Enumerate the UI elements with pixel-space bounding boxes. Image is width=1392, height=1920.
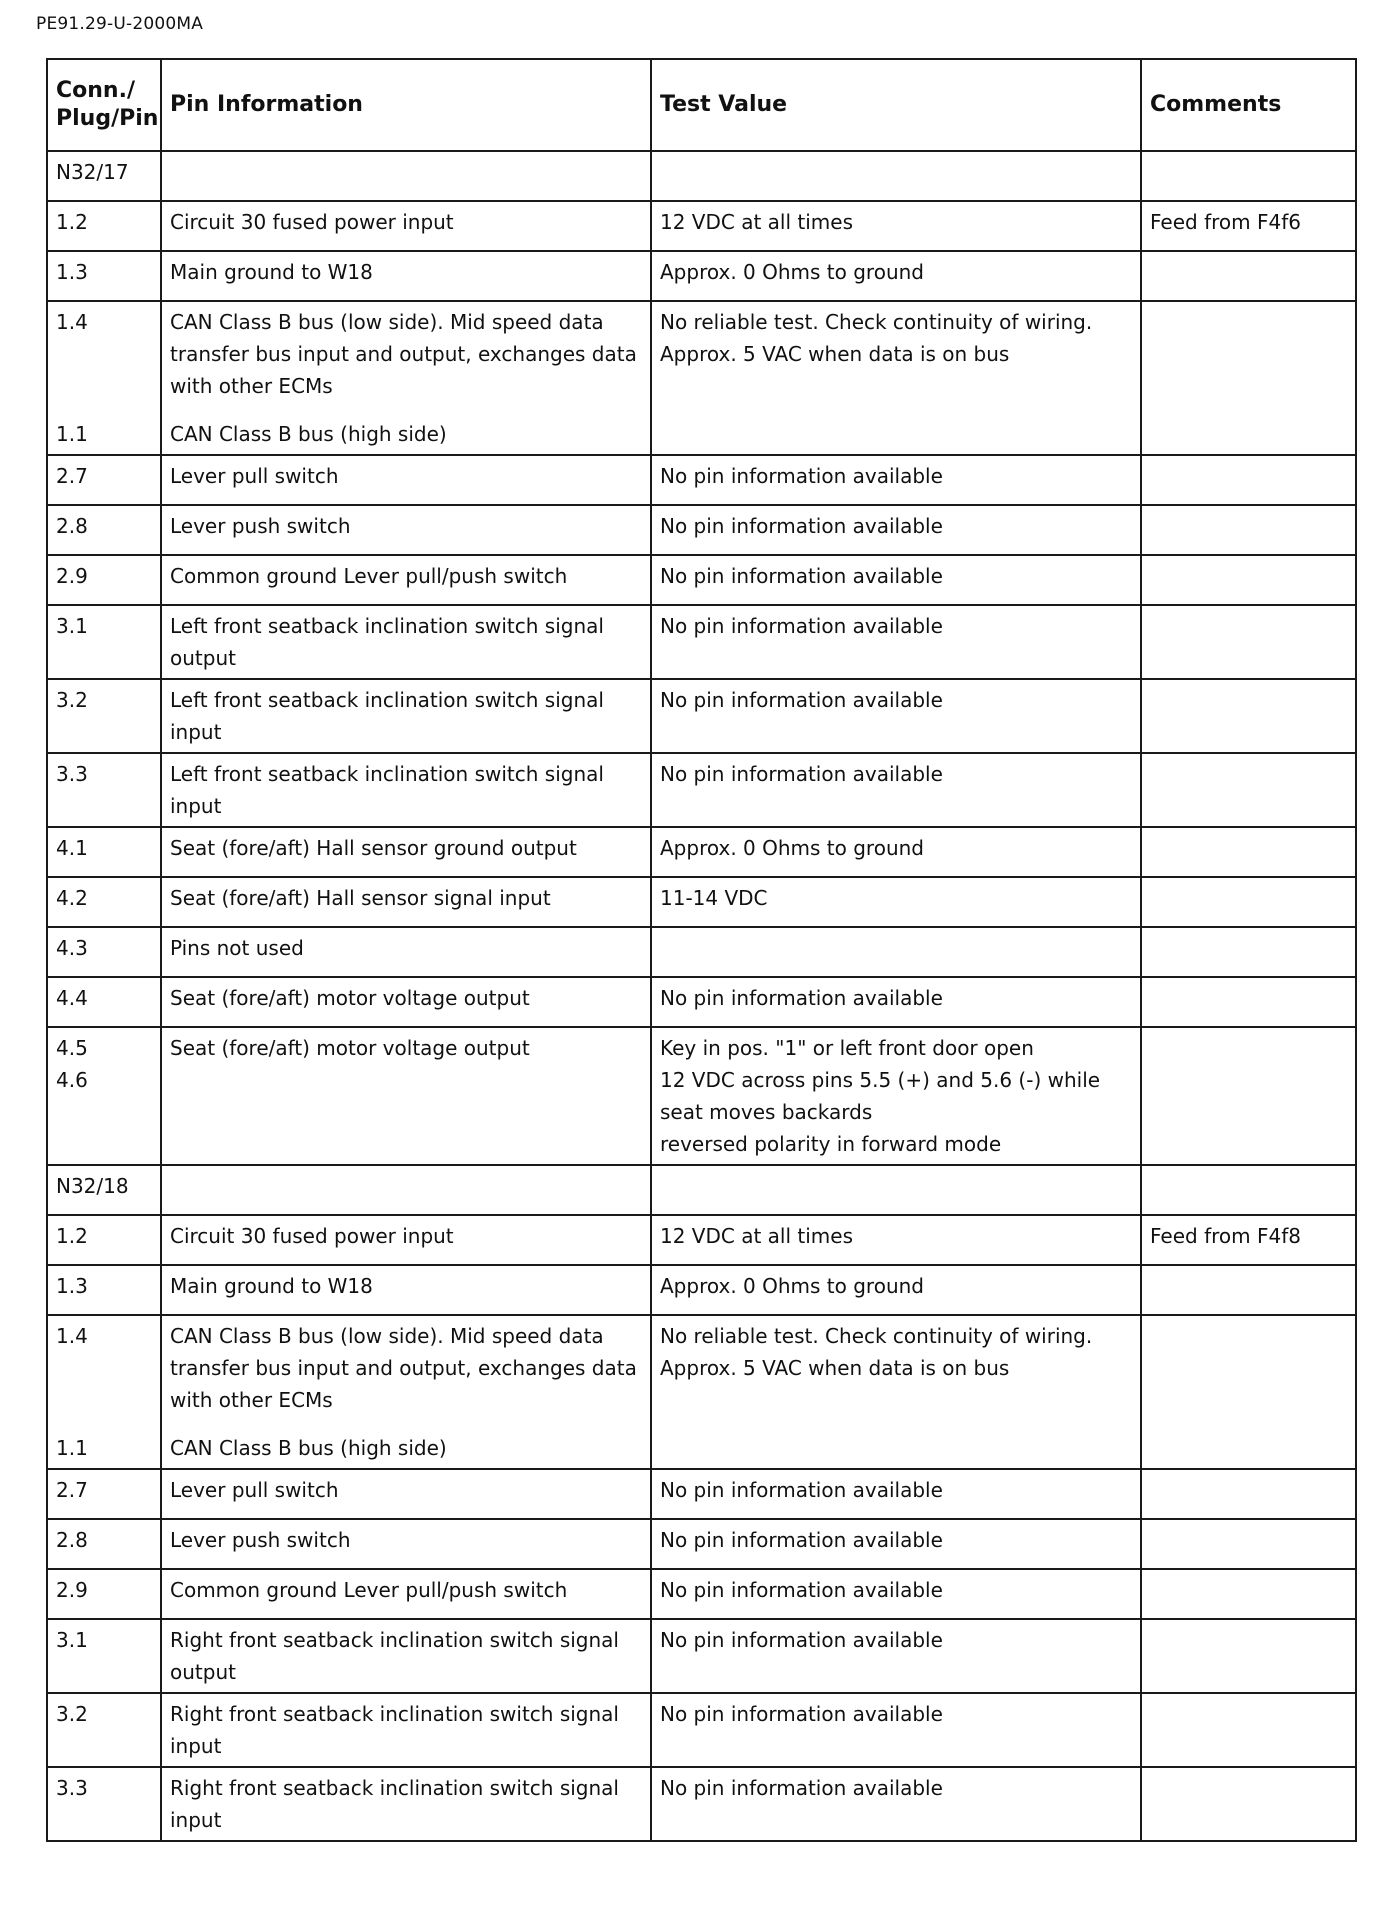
test-value-cell <box>651 1519 1141 1569</box>
pin-cell <box>47 679 161 753</box>
pin-cell <box>47 1315 161 1469</box>
pin-info-cell-line: transfer bus input and output, exchanges data <box>170 342 637 366</box>
pin-info-cell-line: Left front seatback inclination switch signal <box>170 762 604 786</box>
pin-info-cell <box>161 827 651 877</box>
pin-cell <box>47 1619 161 1693</box>
pin-info-cell <box>161 301 651 455</box>
pin-cell <box>47 301 161 455</box>
pin-info-cell <box>161 1215 651 1265</box>
pin-cell-line <box>56 338 152 370</box>
pin-info-cell-line: Lever push switch <box>170 514 351 538</box>
pin-info-cell <box>161 555 651 605</box>
pin-cell <box>47 1265 161 1315</box>
pin-info-cell-line: Seat (fore/aft) motor voltage output <box>170 1036 530 1060</box>
pin-info-cell-line: Circuit 30 fused power input <box>170 210 454 234</box>
table-row <box>47 1165 1356 1215</box>
pin-info-cell <box>161 1469 651 1519</box>
pin-info-cell-line: CAN Class B bus (low side). Mid speed data <box>170 1324 604 1348</box>
pin-cell-line: 4.3 <box>56 936 88 960</box>
pin-cell-line <box>56 1384 152 1416</box>
pin-info-cell-line: Seat (fore/aft) motor voltage output <box>170 986 530 1010</box>
test-value-cell <box>651 1165 1141 1215</box>
comment-cell <box>1141 1519 1356 1569</box>
table-row <box>47 251 1356 301</box>
table-row <box>47 1693 1356 1767</box>
pin-cell-line: 1.1 <box>56 422 88 446</box>
pin-info-cell <box>161 1265 651 1315</box>
test-value-cell-line: No pin information available <box>660 1578 943 1602</box>
document-code: PE91.29-U-2000MA <box>36 14 204 34</box>
table-row <box>47 1315 1356 1469</box>
pin-cell <box>47 605 161 679</box>
test-value-cell-line: No pin information available <box>660 762 943 786</box>
pin-info-cell <box>161 1619 651 1693</box>
table-row <box>47 505 1356 555</box>
comment-cell <box>1141 1469 1356 1519</box>
pin-info-cell-line: CAN Class B bus (high side) <box>170 422 447 446</box>
comment-cell <box>1141 505 1356 555</box>
header-conn-plug-pin <box>47 59 161 151</box>
comment-cell <box>1141 555 1356 605</box>
test-value-cell <box>651 1767 1141 1841</box>
comment-cell <box>1141 977 1356 1027</box>
pin-info-cell-line: Right front seatback inclination switch signal <box>170 1776 619 1800</box>
pin-info-cell-line: Main ground to W18 <box>170 1274 373 1298</box>
comment-cell <box>1141 1165 1356 1215</box>
comment-cell <box>1141 1767 1356 1841</box>
header-conn-line-1: Conn./ <box>56 78 135 103</box>
test-value-cell-line: No pin information available <box>660 1776 943 1800</box>
pin-info-cell-line: CAN Class B bus (low side). Mid speed data <box>170 310 604 334</box>
comment-cell <box>1141 753 1356 827</box>
pin-info-cell-line: input <box>170 1808 222 1832</box>
test-value-cell <box>651 1693 1141 1767</box>
pin-info-cell-line: Left front seatback inclination switch signal <box>170 688 604 712</box>
pin-cell-line: 3.3 <box>56 762 88 786</box>
pin-info-cell <box>161 505 651 555</box>
comment-cell <box>1141 1693 1356 1767</box>
pin-cell <box>47 1569 161 1619</box>
header-comments: Comments <box>1141 59 1356 151</box>
pin-info-cell-line: Right front seatback inclination switch signal <box>170 1628 619 1652</box>
pin-cell <box>47 251 161 301</box>
test-value-cell-line: 12 VDC at all times <box>660 210 853 234</box>
test-value-cell-line: No pin information available <box>660 986 943 1010</box>
comment-cell <box>1141 1265 1356 1315</box>
pin-cell-line: 1.2 <box>56 1224 88 1248</box>
table-row <box>47 605 1356 679</box>
test-value-cell-line: Approx. 5 VAC when data is on bus <box>660 342 1010 366</box>
pin-info-cell <box>161 977 651 1027</box>
test-value-cell-line: No reliable test. Check continuity of wiring. <box>660 310 1093 334</box>
test-value-cell-line: seat moves backards <box>660 1100 873 1124</box>
pin-cell-line: 3.1 <box>56 1628 88 1652</box>
test-value-cell-line: reversed polarity in forward mode <box>660 1132 1002 1156</box>
pin-info-cell <box>161 1767 651 1841</box>
pin-info-cell-line: Seat (fore/aft) Hall sensor ground output <box>170 836 577 860</box>
comment-cell <box>1141 1569 1356 1619</box>
pin-info-cell-line: Common ground Lever pull/push switch <box>170 1578 568 1602</box>
pin-info-cell <box>161 679 651 753</box>
comment-cell <box>1141 827 1356 877</box>
test-value-cell <box>651 877 1141 927</box>
pin-info-cell-line: Circuit 30 fused power input <box>170 1224 454 1248</box>
pin-info-cell <box>161 251 651 301</box>
test-value-cell-line: Approx. 5 VAC when data is on bus <box>660 1356 1010 1380</box>
pin-info-cell <box>161 1693 651 1767</box>
test-value-cell-line: Approx. 0 Ohms to ground <box>660 260 924 284</box>
comment-cell <box>1141 251 1356 301</box>
pin-info-cell <box>161 877 651 927</box>
table-header-row <box>47 59 1356 151</box>
pin-cell <box>47 927 161 977</box>
table-row <box>47 1469 1356 1519</box>
pin-cell-line: 2.7 <box>56 464 88 488</box>
comment-cell <box>1141 455 1356 505</box>
table-row <box>47 827 1356 877</box>
table-row <box>47 151 1356 201</box>
test-value-cell-line: No pin information available <box>660 1628 943 1652</box>
test-value-cell <box>651 301 1141 455</box>
pin-cell <box>47 827 161 877</box>
comment-cell: Feed from F4f6 <box>1141 201 1356 251</box>
pin-info-cell-line: input <box>170 794 222 818</box>
table-row <box>47 1215 1356 1265</box>
pin-cell-line: 3.2 <box>56 688 88 712</box>
table-row <box>47 455 1356 505</box>
pin-cell <box>47 1767 161 1841</box>
pin-cell-line: 2.9 <box>56 1578 88 1602</box>
pin-info-cell <box>161 753 651 827</box>
table-row <box>47 927 1356 977</box>
test-value-cell <box>651 977 1141 1027</box>
test-value-cell-line: Approx. 0 Ohms to ground <box>660 1274 924 1298</box>
header-test-value: Test Value <box>651 59 1141 151</box>
test-value-cell-line: 12 VDC across pins 5.5 (+) and 5.6 (-) while <box>660 1068 1101 1092</box>
pin-info-cell-line: Lever pull switch <box>170 464 339 488</box>
test-value-cell-line: No reliable test. Check continuity of wiring. <box>660 1324 1093 1348</box>
pin-info-cell-line: Main ground to W18 <box>170 260 373 284</box>
comment-cell <box>1141 679 1356 753</box>
pin-info-cell-line: with other ECMs <box>170 374 333 398</box>
comment-cell <box>1141 877 1356 927</box>
table-row <box>47 1569 1356 1619</box>
table-row <box>47 1767 1356 1841</box>
pin-cell-line: 3.2 <box>56 1702 88 1726</box>
pin-cell-line: 2.9 <box>56 564 88 588</box>
table-row <box>47 1619 1356 1693</box>
table-row <box>47 753 1356 827</box>
pin-cell-line: 1.2 <box>56 210 88 234</box>
pin-info-cell <box>161 1519 651 1569</box>
test-value-cell-line: No pin information available <box>660 688 943 712</box>
table-row <box>47 1519 1356 1569</box>
pin-info-cell <box>161 927 651 977</box>
test-value-cell <box>651 1215 1141 1265</box>
pin-info-cell <box>161 605 651 679</box>
pin-cell-line: 1.1 <box>56 1436 88 1460</box>
test-value-cell <box>651 455 1141 505</box>
test-value-cell <box>651 605 1141 679</box>
pin-info-cell-line: Left front seatback inclination switch signal <box>170 614 604 638</box>
pin-cell-line: 2.8 <box>56 1528 88 1552</box>
comment-cell: Feed from F4f8 <box>1141 1215 1356 1265</box>
test-value-cell-line: No pin information available <box>660 514 943 538</box>
pin-cell-line: 1.3 <box>56 1274 88 1298</box>
test-value-cell <box>651 827 1141 877</box>
table-row <box>47 1027 1356 1165</box>
test-value-cell <box>651 753 1141 827</box>
pin-info-cell <box>161 201 651 251</box>
comment-cell <box>1141 1027 1356 1165</box>
header-pin-information: Pin Information <box>161 59 651 151</box>
comment-cell <box>1141 605 1356 679</box>
pin-cell-line: 1.4 <box>56 310 88 334</box>
pin-cell <box>47 1469 161 1519</box>
test-value-cell <box>651 1569 1141 1619</box>
pin-cell <box>47 753 161 827</box>
pin-cell-line: 1.4 <box>56 1324 88 1348</box>
test-value-cell-line: Key in pos. "1" or left front door open <box>660 1036 1034 1060</box>
pin-info-cell-line: input <box>170 720 222 744</box>
test-value-cell <box>651 1469 1141 1519</box>
table-row <box>47 201 1356 251</box>
pin-cell-line: 2.8 <box>56 514 88 538</box>
pin-info-cell <box>161 1569 651 1619</box>
table-row <box>47 555 1356 605</box>
pin-info-cell-line: with other ECMs <box>170 1388 333 1412</box>
test-value-cell <box>651 251 1141 301</box>
pin-cell <box>47 151 161 201</box>
pin-cell-line: 4.4 <box>56 986 88 1010</box>
test-value-cell-line: No pin information available <box>660 464 943 488</box>
pin-info-cell-line: Lever push switch <box>170 1528 351 1552</box>
test-value-cell <box>651 1619 1141 1693</box>
test-value-cell <box>651 1265 1141 1315</box>
test-value-cell-line: 11-14 VDC <box>660 886 768 910</box>
pin-cell <box>47 1027 161 1165</box>
test-value-cell-line: No pin information available <box>660 1528 943 1552</box>
pin-info-cell-line: output <box>170 1660 236 1684</box>
test-value-cell <box>651 151 1141 201</box>
test-value-cell-line: No pin information available <box>660 564 943 588</box>
pin-info-cell-line: Common ground Lever pull/push switch <box>170 564 568 588</box>
test-value-cell <box>651 1315 1141 1469</box>
pin-cell-line: N32/18 <box>56 1174 129 1198</box>
pin-cell <box>47 505 161 555</box>
test-value-cell-line: Approx. 0 Ohms to ground <box>660 836 924 860</box>
test-value-cell-line: No pin information available <box>660 614 943 638</box>
pin-cell-line: 4.6 <box>56 1068 88 1092</box>
pin-cell-line: 3.3 <box>56 1776 88 1800</box>
test-value-cell-line: No pin information available <box>660 1478 943 1502</box>
header-conn-line-2: Plug/Pin <box>56 106 159 131</box>
pin-info-cell-line: Seat (fore/aft) Hall sensor signal input <box>170 886 551 910</box>
pin-cell <box>47 1519 161 1569</box>
pin-cell-line <box>56 370 152 402</box>
pin-info-cell-line: CAN Class B bus (high side) <box>170 1436 447 1460</box>
test-value-cell-line: No pin information available <box>660 1702 943 1726</box>
pin-info-cell-line: Pins not used <box>170 936 304 960</box>
pin-cell-line: 2.7 <box>56 1478 88 1502</box>
comment-cell <box>1141 927 1356 977</box>
pin-info-cell-line: Right front seatback inclination switch signal <box>170 1702 619 1726</box>
pin-cell-line: 4.1 <box>56 836 88 860</box>
pin-cell <box>47 1693 161 1767</box>
pin-information-table <box>46 58 1357 1842</box>
test-value-cell <box>651 679 1141 753</box>
comment-cell <box>1141 1619 1356 1693</box>
pin-cell <box>47 455 161 505</box>
table-body <box>47 151 1356 1841</box>
pin-info-cell <box>161 151 651 201</box>
pin-info-cell-line: Lever pull switch <box>170 1478 339 1502</box>
pin-info-cell-line: input <box>170 1734 222 1758</box>
pin-info-cell-line: transfer bus input and output, exchanges data <box>170 1356 637 1380</box>
pin-info-cell <box>161 1165 651 1215</box>
table-row <box>47 877 1356 927</box>
comment-cell <box>1141 151 1356 201</box>
pin-info-cell <box>161 1315 651 1469</box>
table-row <box>47 977 1356 1027</box>
pin-info-cell <box>161 455 651 505</box>
pin-cell <box>47 555 161 605</box>
pin-cell-line: 3.1 <box>56 614 88 638</box>
pin-info-cell <box>161 1027 651 1165</box>
pin-cell-line <box>56 1352 152 1384</box>
table-row <box>47 679 1356 753</box>
pin-info-cell-line: output <box>170 646 236 670</box>
pin-cell <box>47 1165 161 1215</box>
comment-cell <box>1141 301 1356 455</box>
table-row <box>47 301 1356 455</box>
test-value-cell <box>651 505 1141 555</box>
pin-cell-line: 4.2 <box>56 886 88 910</box>
pin-cell-line: 4.5 <box>56 1036 88 1060</box>
table-row <box>47 1265 1356 1315</box>
pin-cell-line: N32/17 <box>56 160 129 184</box>
test-value-cell-line: 12 VDC at all times <box>660 1224 853 1248</box>
pin-cell <box>47 1215 161 1265</box>
comment-cell <box>1141 1315 1356 1469</box>
pin-cell <box>47 201 161 251</box>
test-value-cell <box>651 1027 1141 1165</box>
test-value-cell <box>651 555 1141 605</box>
pin-cell <box>47 977 161 1027</box>
test-value-cell <box>651 201 1141 251</box>
pin-cell <box>47 877 161 927</box>
test-value-cell <box>651 927 1141 977</box>
pin-cell-line: 1.3 <box>56 260 88 284</box>
